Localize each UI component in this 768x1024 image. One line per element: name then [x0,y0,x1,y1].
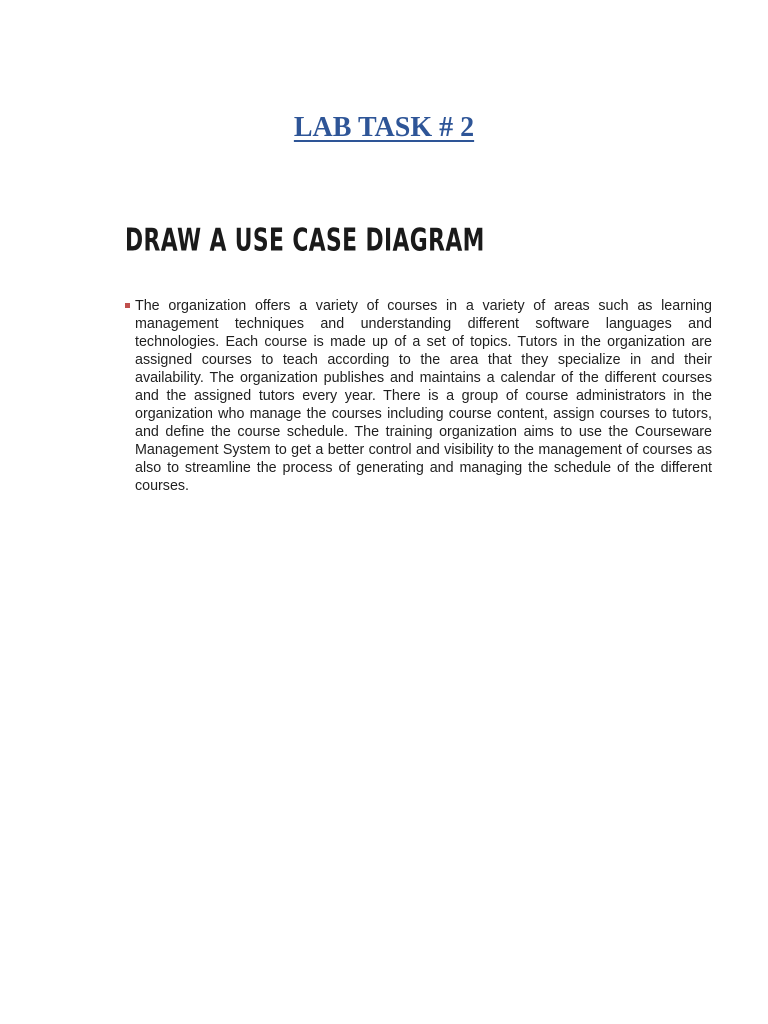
bullet-item [135,297,712,495]
lab-task-title [0,111,768,145]
bullet-paragraph: The organization offers a variety of courses in a variety of areas such as learning management techniques and understanding different software languages and technologies. Each course is made up of a set of topics. Tutors in the organization are assigned courses to teach according to the area that they specialize in and their availability. The organization publishes and maintains a calendar of the different courses and the assigned tutors every year. There is a group of course administrators in the organization who manage the courses including course content, assign courses to tutors, and define the course schedule. The training organization aims to use the Courseware Management System to get a better control and visibility to the management of courses as also to streamline the process of generating and managing the schedule of the different courses. [135,298,712,494]
square-bullet-icon [125,303,130,308]
lab-task-title-text: LAB TASK # 2 [293,112,475,143]
slide-heading: DRAW A USE CASE DIAGRAM [125,221,485,259]
